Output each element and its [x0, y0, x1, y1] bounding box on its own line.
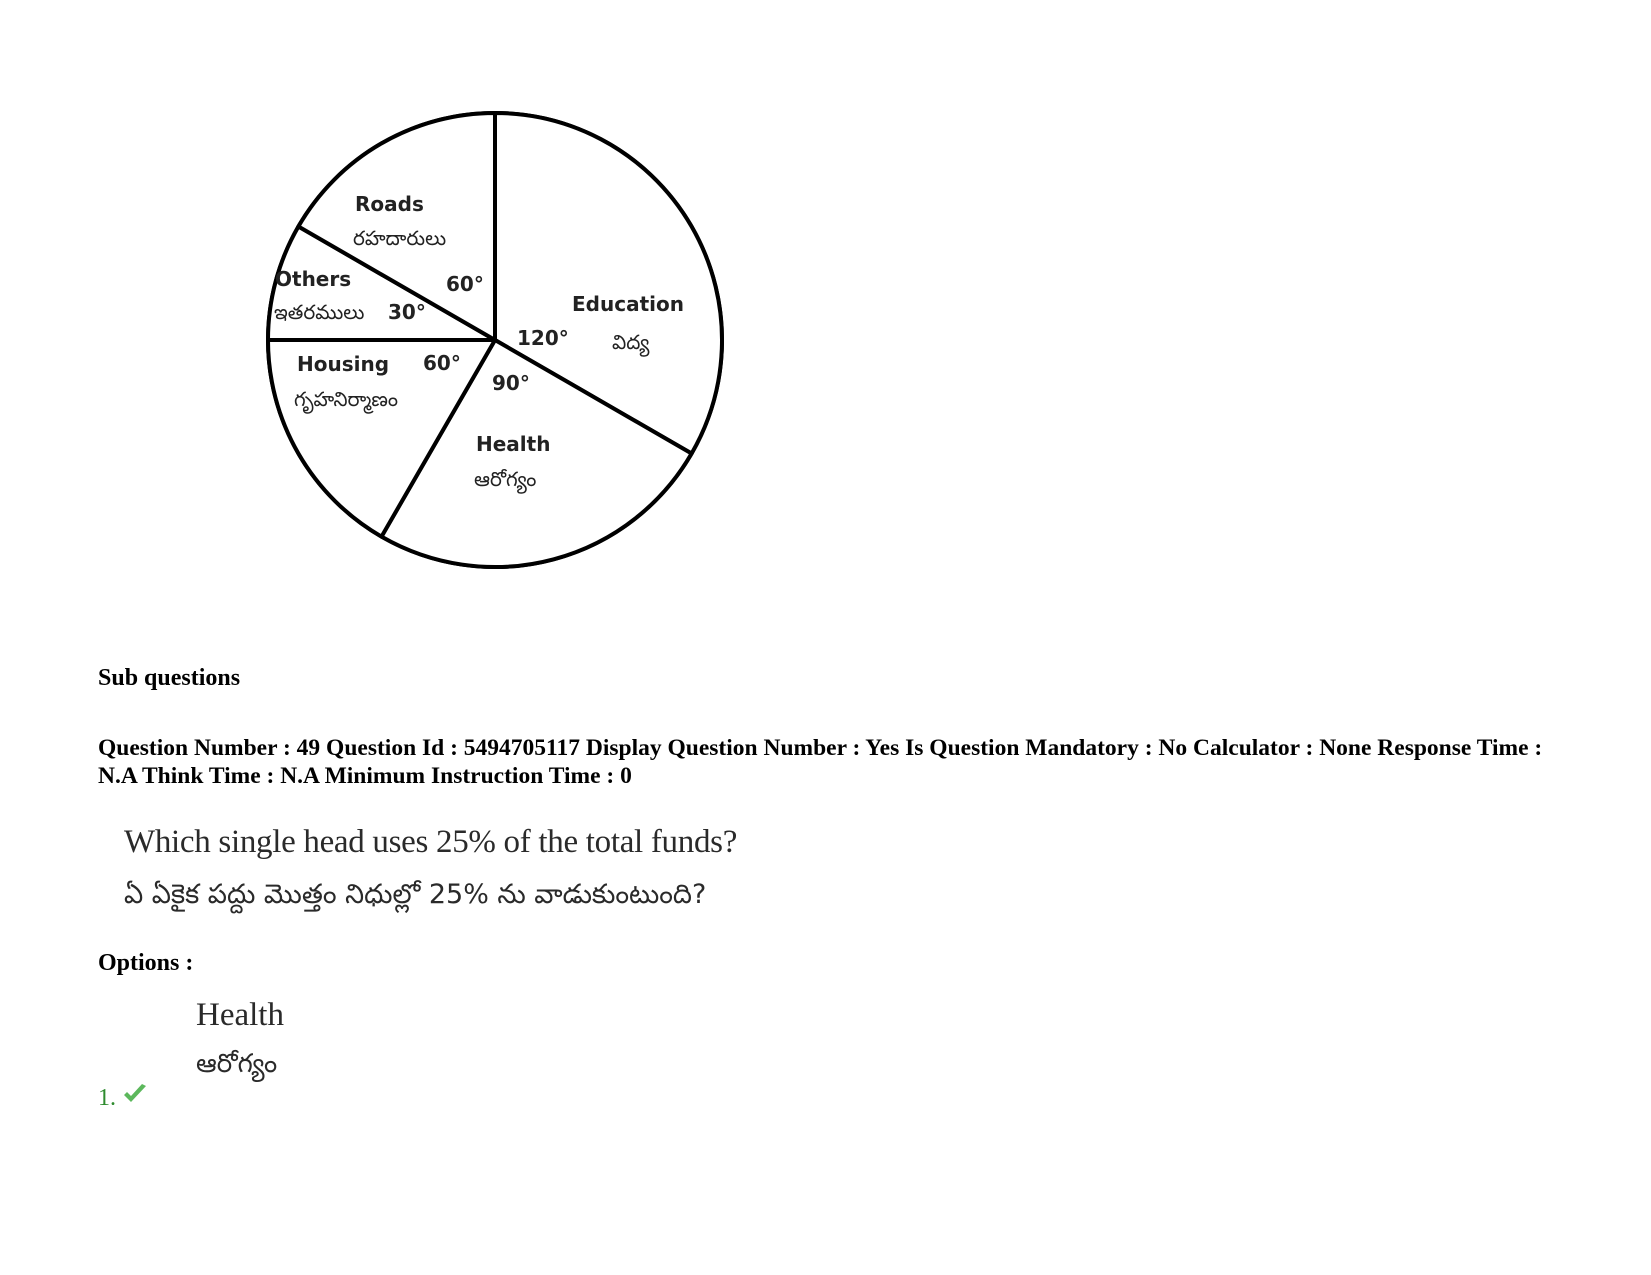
question-meta: Question Number : 49 Question Id : 5494705117 Display Question Number : Yes Is Question Mandatory : No Calculator : None Response Time : N.A Think Time : N.A Minimum Instruction Time : 0 [98, 735, 1543, 789]
sub-questions-title: Sub questions [98, 665, 241, 691]
slice-value-housing: 60° [423, 351, 461, 375]
question-text-telugu: ఏ ఏకైక పద్దు మొత్తం నిధుల్లో 25% ను వాడుకుంటుంది? [124, 879, 707, 910]
slice-label-others: Others [275, 267, 352, 291]
options-title: Options : [98, 950, 194, 976]
slice-label-housing-te: గృహనిర్మాణం [294, 387, 399, 411]
slice-label-health-te: ఆరోగ్యం [474, 467, 537, 491]
slice-label-others-te: ఇతరములు [274, 300, 365, 324]
slice-value-health: 90° [492, 371, 530, 395]
option-text-english: Health [196, 997, 284, 1033]
slice-value-others: 30° [388, 300, 426, 324]
pie-chart [260, 100, 780, 620]
slice-value-roads: 60° [446, 272, 484, 296]
option-1 [98, 995, 698, 1115]
slice-label-housing: Housing [297, 352, 390, 376]
slice-label-roads-te: రహదారులు [353, 226, 447, 250]
slice-label-education: Education [572, 292, 684, 316]
slice-label-education-te: విద్య [612, 330, 650, 354]
option-text-telugu: ఆరోగ్యం [196, 1049, 278, 1079]
question-text-block [124, 822, 814, 912]
slice-value-education: 120° [517, 326, 569, 350]
option-content [196, 995, 284, 1081]
slice-label-roads: Roads [355, 192, 424, 216]
check-icon [122, 1083, 148, 1105]
slice-label-health: Health [476, 432, 551, 456]
option-number: 1. [98, 1085, 116, 1111]
question-text-english: Which single head uses 25% of the total funds? [124, 824, 738, 860]
